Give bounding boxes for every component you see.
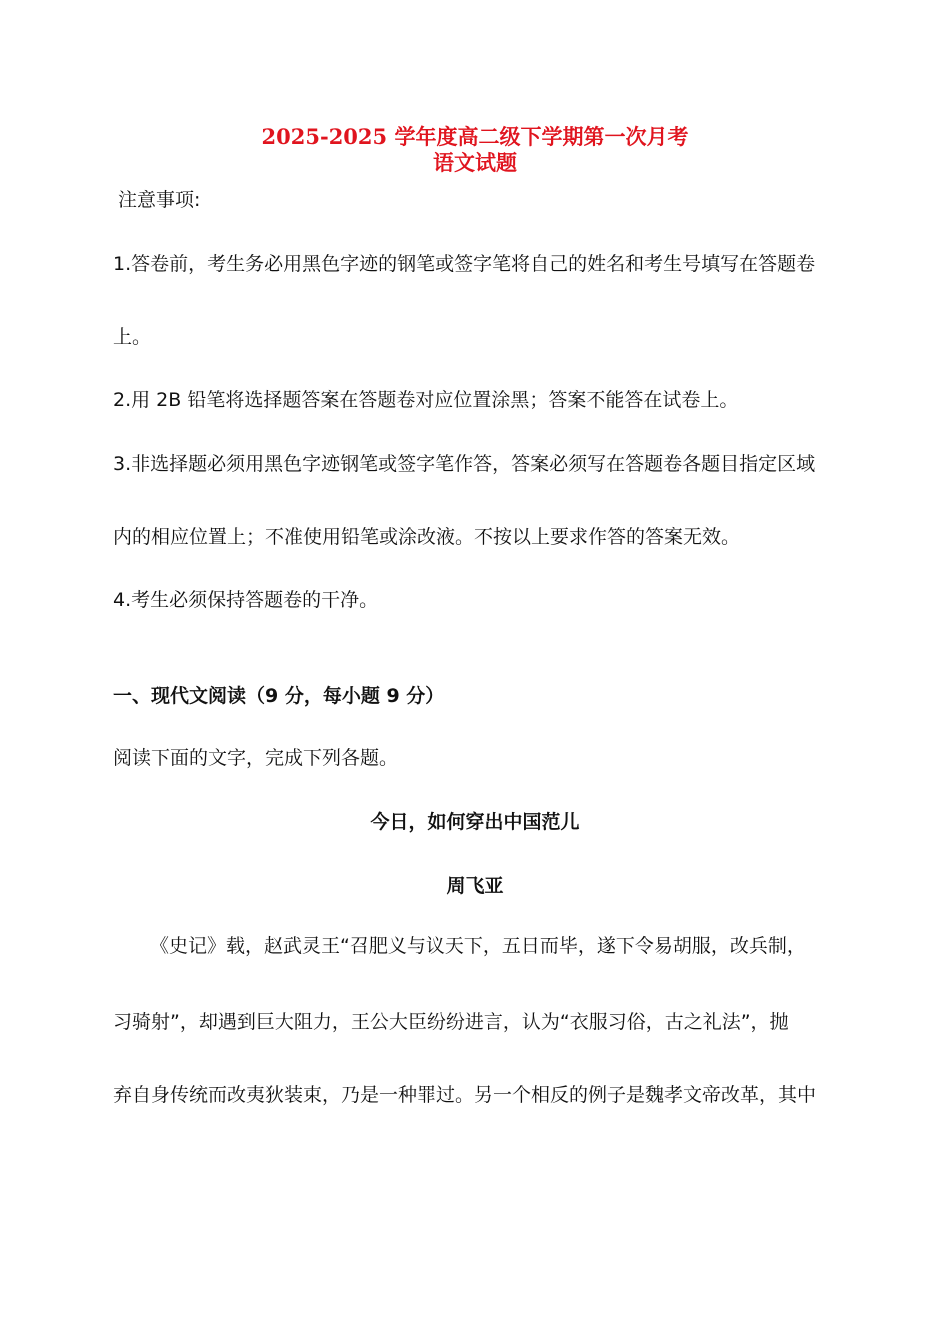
exam-title: 2025-2025 学年度高二级下学期第一次月考: [261, 124, 689, 149]
article-paragraph-line-3: 弃自身传统而改夷狄装束，乃是一种罪过。另一个相反的例子是魏孝文帝改革，其中: [113, 1084, 817, 1106]
exam-subtitle: 语文试题: [433, 150, 517, 175]
notice-line-4: 4.考生必须保持答题卷的干净。: [113, 589, 379, 611]
section-instruction: 阅读下面的文字，完成下列各题。: [113, 747, 399, 769]
notice-line-1-cont: 上。: [113, 326, 152, 348]
article-author: 周飞亚: [446, 875, 504, 897]
section-heading: 一、现代文阅读（9 分，每小题 9 分）: [113, 685, 445, 707]
article-paragraph-line-1: 《史记》载，赵武灵王“召肥义与议天下，五日而毕，遂下令易胡服，改兵制，: [150, 935, 806, 957]
notice-line-3-cont: 内的相应位置上；不准使用铅笔或涂改液。不按以上要求作答的答案无效。: [113, 526, 741, 548]
article-paragraph-line-2: 习骑射”，却遇到巨大阻力，王公大臣纷纷进言，认为“衣服习俗，古之礼法”，抛: [113, 1011, 789, 1033]
notice-heading: 注意事项:: [118, 189, 201, 211]
notice-line-1: 1.答卷前，考生务必用黑色字迹的钢笔或签字笔将自己的姓名和考生号填写在答题卷: [113, 253, 816, 275]
notice-line-2: 2.用 2B 铅笔将选择题答案在答题卷对应位置涂黑；答案不能答在试卷上。: [113, 389, 739, 411]
notice-line-3: 3.非选择题必须用黑色字迹钢笔或签字笔作答，答案必须写在答题卷各题目指定区域: [113, 453, 816, 475]
article-title: 今日，如何穿出中国范儿: [370, 811, 580, 833]
